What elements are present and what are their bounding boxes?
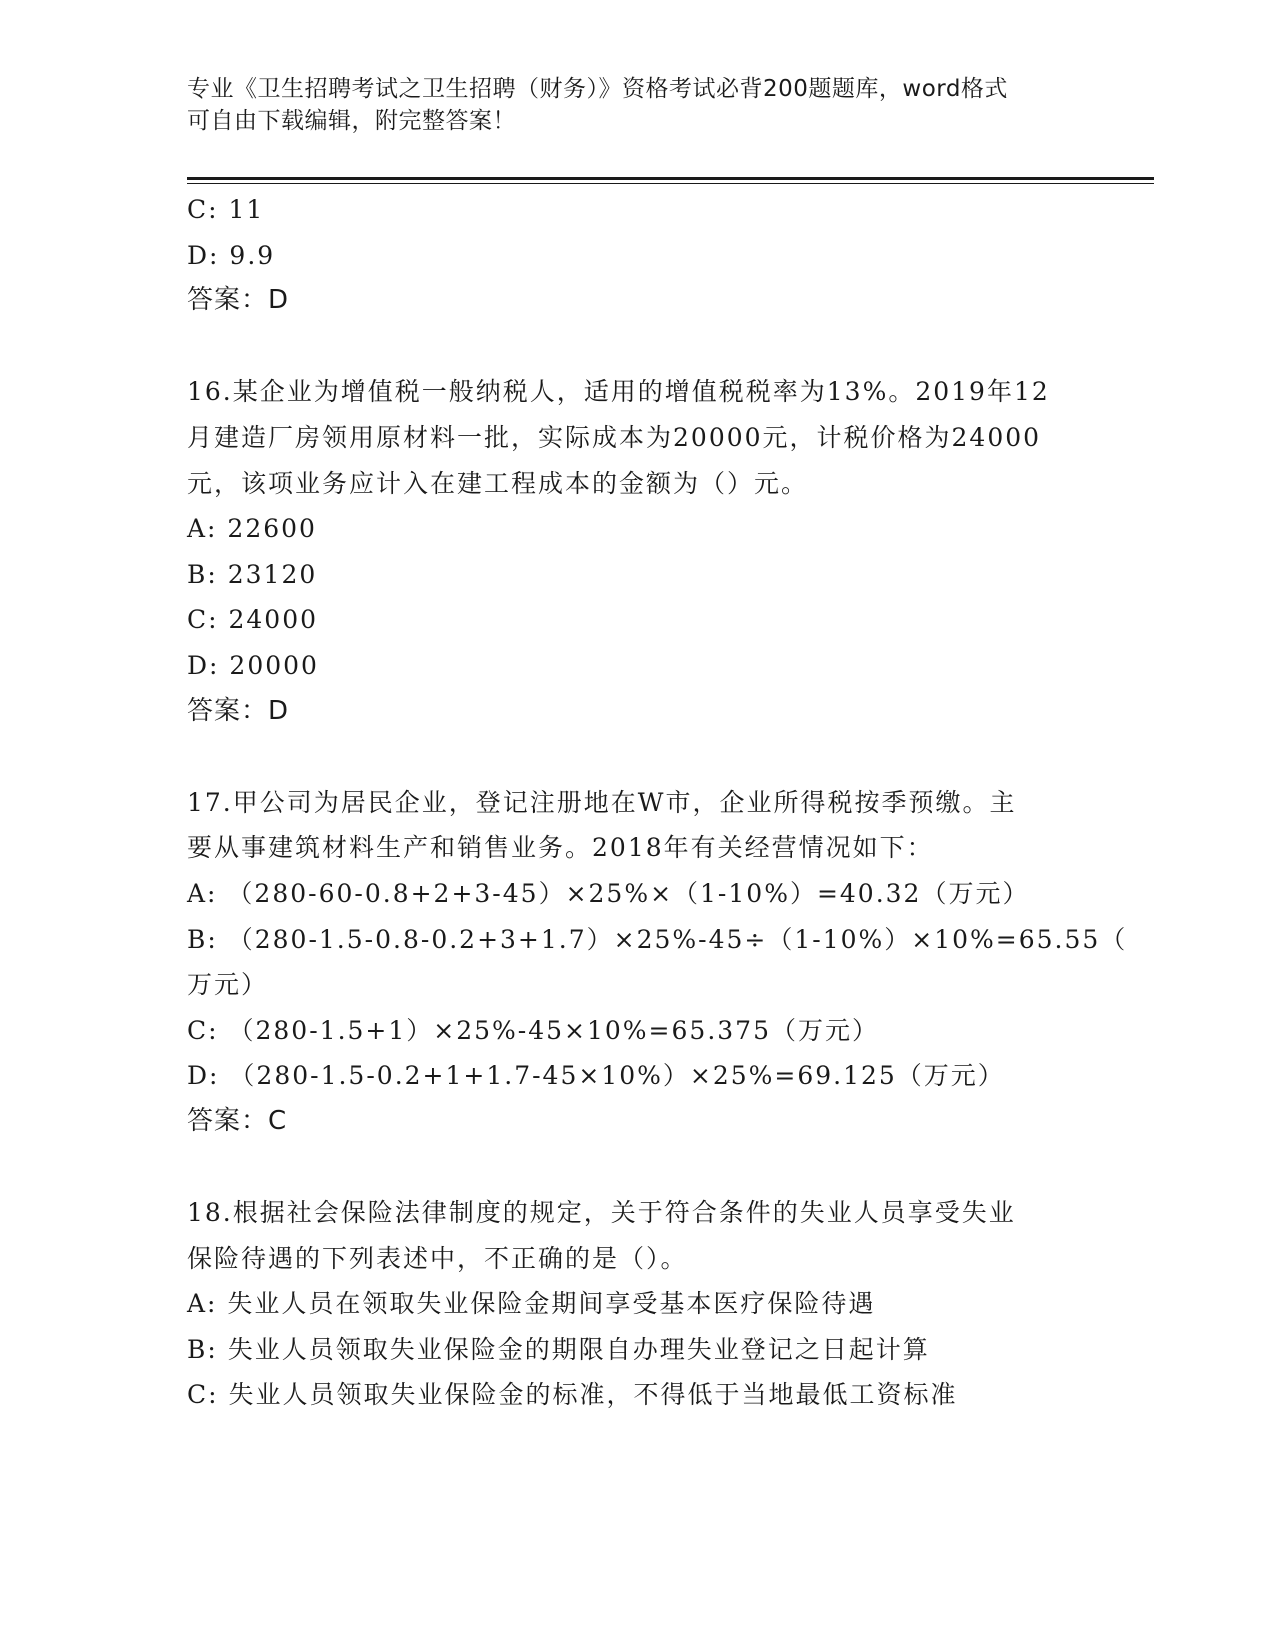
question-content bbox=[187, 187, 1128, 1418]
option-d: D: 9.9 bbox=[187, 240, 276, 270]
spacer bbox=[187, 1144, 1087, 1190]
answer-line: 答案：D bbox=[187, 285, 290, 316]
question-18 bbox=[187, 1190, 1087, 1418]
spacer bbox=[187, 734, 1087, 780]
question-15 bbox=[187, 187, 1087, 324]
spacer bbox=[187, 324, 1087, 370]
option-a: A: 22600 bbox=[187, 514, 317, 544]
question-stem-line: 18.根据社会保险法律制度的规定，关于符合条件的失业人员享受失业 bbox=[187, 1198, 1016, 1228]
page-header bbox=[187, 73, 1087, 137]
option-a: A: 失业人员在领取失业保险金期间享受基本医疗保险待遇 bbox=[187, 1289, 876, 1319]
question-stem-line: 要从事建筑材料生产和销售业务。2018年有关经营情况如下： bbox=[187, 833, 934, 863]
option-a: A: （280-60-0.8+2+3-45）×25%×（1-10%）=40.32（万元） bbox=[187, 878, 1030, 908]
option-c: C: （280-1.5+1）×25%-45×10%=65.375（万元） bbox=[187, 1015, 879, 1045]
question-stem-line: 16.某企业为增值税一般纳税人，适用的增值税税率为13%。2019年12 bbox=[187, 377, 1050, 407]
answer-line: 答案：C bbox=[187, 1105, 288, 1136]
header-divider-thin bbox=[187, 183, 1154, 184]
option-d: D: （280-1.5-0.2+1+1.7-45×10%）×25%=69.125（万元） bbox=[187, 1061, 1005, 1091]
header-title-line-1: 专业《卫生招聘考试之卫生招聘（财务）》资格考试必背200题题库，word格式 bbox=[187, 76, 1008, 102]
option-c: C: 失业人员领取失业保险金的标准，不得低于当地最低工资标准 bbox=[187, 1380, 958, 1410]
header-title-line-2: 可自由下载编辑，附完整答案！ bbox=[187, 108, 516, 134]
option-b: B: 23120 bbox=[187, 559, 318, 589]
question-16 bbox=[187, 369, 1087, 734]
question-stem-line: 元，该项业务应计入在建工程成本的金额为（）元。 bbox=[187, 468, 809, 498]
question-stem-line: 17.甲公司为居民企业，登记注册地在W市，企业所得税按季预缴。主 bbox=[187, 787, 1017, 817]
option-d: D: 20000 bbox=[187, 650, 319, 680]
answer-line: 答案：D bbox=[187, 695, 290, 726]
option-c: C: 11 bbox=[187, 195, 265, 224]
option-c: C: 24000 bbox=[187, 605, 319, 635]
option-b-continued: 万元） bbox=[187, 970, 269, 1000]
header-divider-thick bbox=[187, 177, 1154, 180]
question-stem-line: 保险待遇的下列表述中，不正确的是（）。 bbox=[187, 1243, 688, 1273]
option-b: B: （280-1.5-0.8-0.2+3+1.7）×25%-45÷（1-10%）×10%=65.55（ bbox=[187, 924, 1128, 954]
option-b: B: 失业人员领取失业保险金的期限自办理失业登记之日起计算 bbox=[187, 1334, 930, 1364]
question-stem-line: 月建造厂房领用原材料一批，实际成本为20000元，计税价格为24000 bbox=[187, 422, 1042, 452]
question-17 bbox=[187, 780, 1128, 1145]
